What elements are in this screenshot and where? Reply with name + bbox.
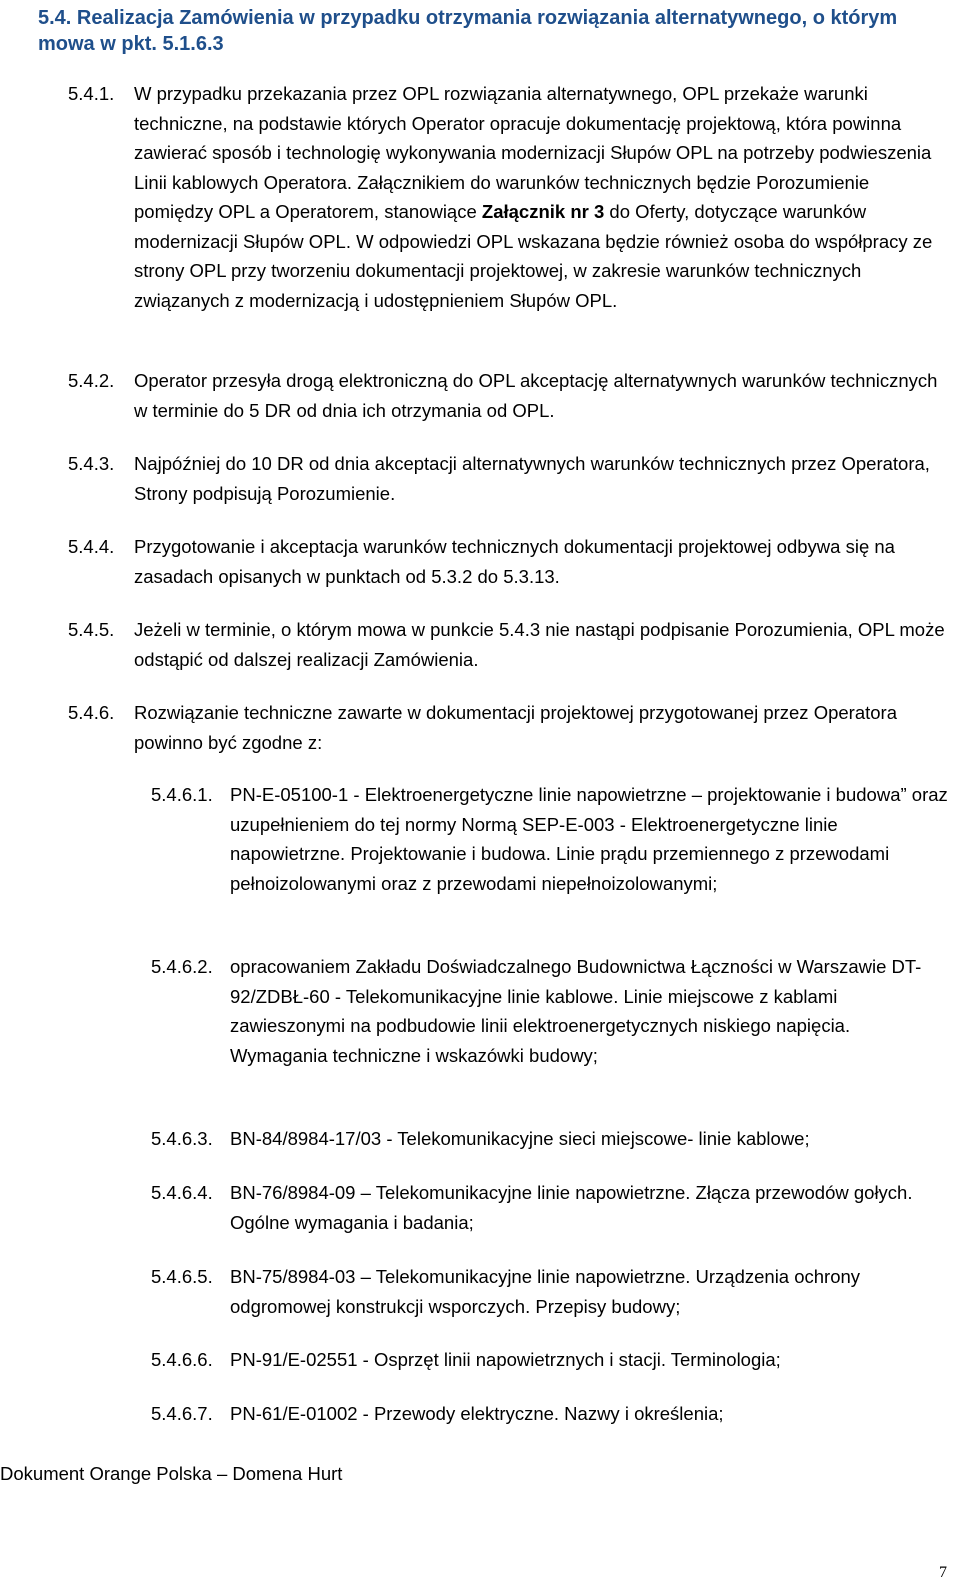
point-number: 5.4.2. <box>68 370 115 391</box>
subpoint-5-4-6-1 <box>151 780 951 898</box>
subpoint-number: 5.4.6.6. <box>151 1349 213 1370</box>
page-number: 7 <box>939 1564 947 1581</box>
section-heading: 5.4. Realizacja Zamówienia w przypadku otrzymania rozwiązania alternatywnego, o którym mowa w pkt. 5.1.6.3 <box>38 7 898 55</box>
point-text: Przygotowanie i akceptacja warunków technicznych dokumentacji projektowej odbywa się na zasadach opisanych w punktach od 5.3.2 do 5.3.13. <box>134 536 895 587</box>
subpoint-5-4-6-5 <box>151 1262 951 1321</box>
point-text: Rozwiązanie techniczne zawarte w dokumentacji projektowej przygotowanej przez Operatora powinno być zgodne z: <box>134 702 897 753</box>
subpoint-text: BN-75/8984-03 – Telekomunikacyjne linie napowietrzne. Urządzenia ochrony odgromowej konstrukcji wsporczych. Przepisy budowy; <box>230 1266 861 1317</box>
subpoint-number: 5.4.6.3. <box>151 1128 213 1149</box>
point-5-4-4 <box>68 532 948 591</box>
point-text <box>134 79 948 315</box>
subpoint-text: BN-84/8984-17/03 - Telekomunikacyjne sieci miejscowe- linie kablowe; <box>230 1128 810 1149</box>
subpoint-text: PN-61/E-01002 - Przewody elektryczne. Nazwy i określenia; <box>230 1403 724 1424</box>
point-5-4-6 <box>68 698 948 757</box>
point-number: 5.4.6. <box>68 702 115 723</box>
subpoint-5-4-6-3 <box>151 1124 951 1154</box>
subpoint-text: PN-91/E-02551 - Osprzęt linii napowietrznych i stacji. Terminologia; <box>230 1349 781 1370</box>
subpoint-number: 5.4.6.2. <box>151 956 213 977</box>
subpoint-5-4-6-6 <box>151 1345 951 1375</box>
point-5-4-1 <box>68 79 948 315</box>
point-5-4-5 <box>68 615 948 674</box>
point-number: 5.4.4. <box>68 536 115 557</box>
point-text: Operator przesyła drogą elektroniczną do OPL akceptację alternatywnych warunków technicznych w terminie do 5 DR od dnia ich otrzymania od OPL. <box>134 370 938 421</box>
point-text: Najpóźniej do 10 DR od dnia akceptacji alternatywnych warunków technicznych przez Operatora, Strony podpisują Porozumienie. <box>134 453 930 504</box>
point-5-4-3 <box>68 449 948 508</box>
document-footer: Dokument Orange Polska – Domena Hurt <box>0 1463 343 1484</box>
subpoint-5-4-6-2 <box>151 952 951 1070</box>
point-text-before: W przypadku przekazania przez OPL rozwiązania alternatywnego, OPL przekaże warunki techniczne, na podstawie których Operator opracuje dokumentację projektową, która powinna zawierać sposób i technologię wykonywania modernizacji Słupów OPL na potrzeby podwieszenia Linii kablowych Operatora. Załącznikiem do warunków technicznych będzie Porozumienie pomiędzy OPL a Operatorem, stanowiące <box>134 83 932 222</box>
point-number: 5.4.5. <box>68 619 115 640</box>
subpoint-text: PN-E-05100-1 - Elektroenergetyczne linie napowietrzne – projektowanie i budowa” oraz uzupełnieniem do tej normy Normą SEP-E-003 - Elektroenergetyczne linie napowietrzne. Projektowanie i budowa. Linie prądu przemiennego z przewodami pełnoizolowanymi oraz z przewodami niepełnoizolowanymi; <box>230 784 948 894</box>
subpoint-number: 5.4.6.1. <box>151 784 213 805</box>
point-text-after: do Oferty, dotyczące warunków modernizacji Słupów OPL. W odpowiedzi OPL wskazana będzie również osoba do współpracy ze strony OPL przy tworzeniu dokumentacji projektowej, w zakresie warunków technicznych związanych z modernizacją i udostępnieniem Słupów OPL. <box>134 201 933 311</box>
subpoint-number: 5.4.6.5. <box>151 1266 213 1287</box>
subpoint-text: opracowaniem Zakładu Doświadczalnego Budownictwa Łączności w Warszawie DT-92/ZDBŁ-60 - Telekomunikacyjne linie kablowe. Linie miejscowe z kablami zawieszonymi na podbudowie linii elektroenergetycznych niskiego napięcia. Wymagania techniczne i wskazówki budowy; <box>230 956 922 1066</box>
point-number: 5.4.1. <box>68 83 115 104</box>
subpoint-5-4-6-7 <box>151 1399 951 1429</box>
point-5-4-2 <box>68 366 948 425</box>
attachment-reference: Załącznik nr 3 <box>481 201 605 222</box>
subpoint-number: 5.4.6.4. <box>151 1182 213 1203</box>
point-text: Jeżeli w terminie, o którym mowa w punkcie 5.4.3 nie nastąpi podpisanie Porozumienia, OPL może odstąpić od dalszej realizacji Zamówienia. <box>134 619 945 670</box>
subpoint-5-4-6-4 <box>151 1178 951 1237</box>
subpoint-text: BN-76/8984-09 – Telekomunikacyjne linie napowietrzne. Złącza przewodów gołych. Ogólne wymagania i badania; <box>230 1182 913 1233</box>
point-number: 5.4.3. <box>68 453 115 474</box>
subpoint-number: 5.4.6.7. <box>151 1403 213 1424</box>
